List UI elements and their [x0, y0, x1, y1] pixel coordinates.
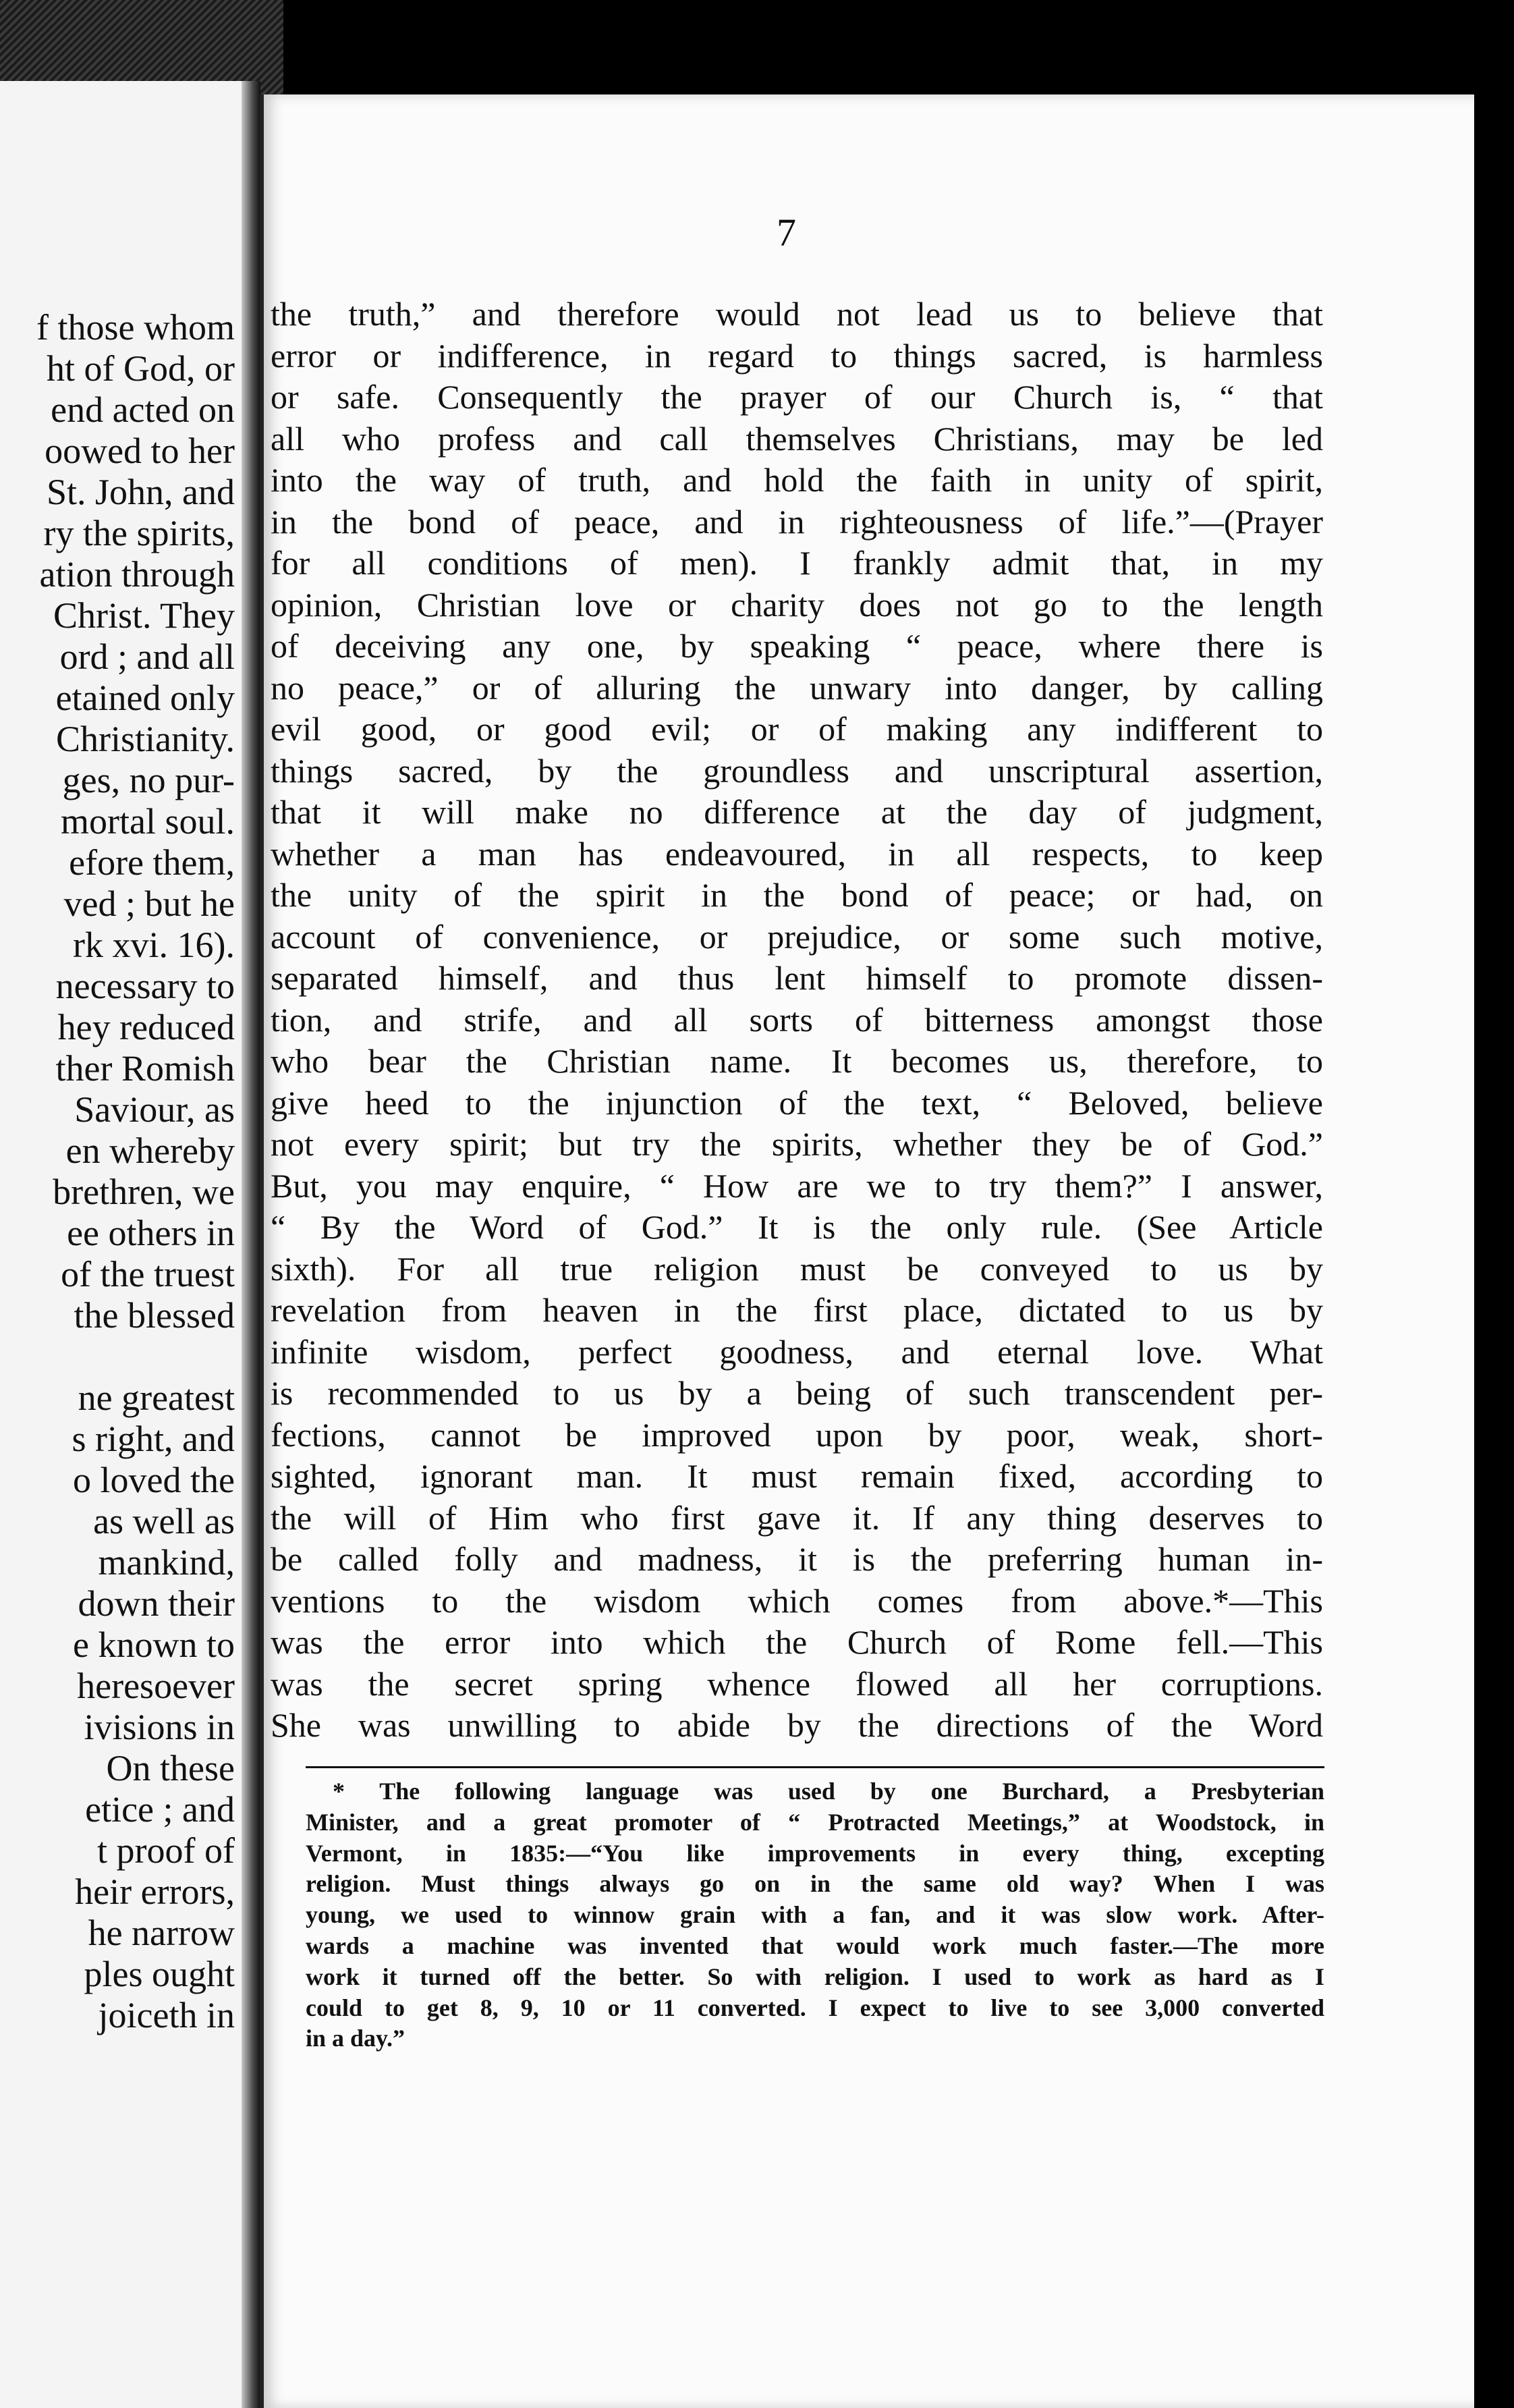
body-line: was the secret spring whence flowed all her corruptions. — [271, 1664, 1323, 1703]
left-page-line: ord ; and all — [59, 636, 235, 677]
body-text — [271, 294, 1323, 1747]
page-number: 7 — [777, 211, 796, 254]
book-page — [260, 94, 1478, 2408]
body-line: of deceiving any one, by speaking “ peace, where there is — [271, 627, 1323, 665]
left-page-line: as well as — [93, 1501, 235, 1541]
body-line: revelation from heaven in the first place, dictated to us by — [271, 1291, 1323, 1329]
body-line: “ By the Word of God.” It is the only rule. (See Article — [271, 1208, 1323, 1246]
body-line: sighted, ignorant man. It must remain fixed, according to — [271, 1457, 1323, 1495]
body-line: the will of Him who first gave it. If any thing deserves to — [271, 1498, 1323, 1537]
body-line: separated himself, and thus lent himself to promote dissen- — [271, 959, 1323, 997]
previous-page-fragment — [0, 81, 250, 2408]
left-page-line: ges, no pur- — [62, 760, 235, 800]
body-line: all who profess and call themselves Christians, may be led — [271, 419, 1323, 458]
left-page-line: o loved the — [73, 1460, 235, 1500]
left-page-line: St. John, and — [46, 472, 235, 512]
body-line: that it will make no difference at the day of judgment, — [271, 793, 1323, 831]
footnote-line: could to get 8, 9, 10 or 11 converted. I expect to live to see 3,000 converted — [306, 1994, 1324, 2021]
left-page-line: mankind, — [98, 1542, 235, 1583]
left-page-line: oowed to her — [45, 431, 235, 471]
left-page-line: en whereby — [65, 1130, 235, 1171]
body-line: evil good, or good evil; or of making any indifferent to — [271, 710, 1323, 748]
left-page-line: the blessed — [74, 1295, 235, 1336]
body-line: whether a man has endeavoured, in all respects, to keep — [271, 834, 1323, 873]
left-page-line: etice ; and — [85, 1789, 235, 1830]
body-line: ventions to the wisdom which comes from above.*—This — [271, 1581, 1323, 1620]
left-page-line: heresoever — [77, 1666, 235, 1706]
body-line: not every spirit; but try the spirits, whether they be of God.” — [271, 1125, 1323, 1163]
body-line: infinite wisdom, perfect goodness, and eternal love. What — [271, 1332, 1323, 1371]
body-line: the truth,” and therefore would not lead us to believe that — [271, 295, 1323, 333]
left-page-line: ry the spirits, — [43, 513, 235, 553]
left-page-line: s right, and — [72, 1419, 235, 1459]
left-page-line: Saviour, as — [74, 1089, 235, 1130]
body-line: error or indifference, in regard to things sacred, is harmless — [271, 336, 1323, 375]
footnote-line: Vermont, in 1835:—“You like improvements in every thing, excepting — [306, 1839, 1324, 1867]
body-line: give heed to the injunction of the text, “ Beloved, believe — [271, 1083, 1323, 1122]
body-line: into the way of truth, and hold the faith in unity of spirit, — [271, 461, 1323, 499]
body-line: is recommended to us by a being of such transcendent per- — [271, 1374, 1323, 1412]
left-page-line: down their — [78, 1583, 235, 1624]
left-page-line: ther Romish — [55, 1048, 235, 1089]
footnote — [306, 1776, 1324, 2054]
left-page-line: brethren, we — [53, 1172, 235, 1212]
body-line: be called folly and madness, it is the preferring human in- — [271, 1540, 1323, 1578]
body-line: was the error into which the Church of Rome fell.—This — [271, 1623, 1323, 1661]
body-line: opinion, Christian love or charity does not go to the length — [271, 585, 1323, 624]
left-page-line: ee others in — [67, 1213, 235, 1253]
left-page-line: e known to — [73, 1624, 235, 1665]
left-page-line: he narrow — [88, 1913, 235, 1953]
left-page-line: mortal soul. — [61, 801, 235, 842]
left-page-line: f those whom — [36, 307, 235, 348]
body-line: sixth). For all true religion must be conveyed to us by — [271, 1249, 1323, 1288]
footnote-line: religion. Must things always go on in the same old way? When I was — [306, 1870, 1324, 1898]
body-line: for all conditions of men). I frankly admit that, in my — [271, 544, 1323, 582]
body-line: no peace,” or of alluring the unwary into danger, by calling — [271, 668, 1323, 707]
left-page-line: ved ; but he — [63, 883, 235, 924]
body-line: or safe. Consequently the prayer of our Church is, “ that — [271, 378, 1323, 416]
footnote-line: work it turned off the better. So with religion. I used to work as hard as I — [306, 1963, 1324, 1990]
left-page-line: ne greatest — [78, 1377, 235, 1418]
body-line: the unity of the spirit in the bond of peace; or had, on — [271, 876, 1323, 914]
left-page-line: t proof of — [97, 1830, 235, 1871]
left-page-line: ation through — [39, 554, 235, 595]
footnote-line: Minister, and a great promoter of “ Protracted Meetings,” at Woodstock, in — [306, 1808, 1324, 1836]
book-gutter — [242, 81, 260, 2408]
body-line: She was unwilling to abide by the directions of the Word — [271, 1706, 1323, 1744]
left-page-line: joiceth in — [98, 1995, 235, 2035]
body-line: account of convenience, or prejudice, or some such motive, — [271, 917, 1323, 956]
left-page-line: hey reduced — [57, 1007, 235, 1047]
right-margin-edge — [1474, 94, 1514, 2408]
footnote-line: wards a machine was invented that would work much faster.—The more — [306, 1932, 1324, 1959]
footnote-line: in a day.” — [306, 2025, 405, 2052]
left-page-line: heir errors, — [75, 1871, 235, 1912]
body-line: things sacred, by the groundless and unscriptural assertion, — [271, 751, 1323, 790]
left-page-line: ht of God, or — [47, 348, 235, 389]
left-page-line: etained only — [55, 678, 235, 718]
left-page-line: ples ought — [84, 1954, 235, 1994]
footnote-rule — [306, 1766, 1324, 1768]
body-line: in the bond of peace, and in righteousness of life.”—(Prayer — [271, 502, 1323, 541]
body-line: fections, cannot be improved upon by poor, weak, short- — [271, 1415, 1323, 1454]
left-page-line: end acted on — [51, 389, 235, 430]
footnote-line: young, we used to winnow grain with a fan, and it was slow work. After- — [306, 1901, 1324, 1929]
body-line: tion, and strife, and all sorts of bitterness amongst those — [271, 1000, 1323, 1039]
left-page-line: Christ. They — [53, 595, 235, 636]
left-page-line: of the truest — [61, 1254, 235, 1294]
left-page-line: efore them, — [69, 842, 235, 883]
body-line: who bear the Christian name. It becomes us, therefore, to — [271, 1042, 1323, 1080]
left-page-line: ivisions in — [84, 1707, 235, 1747]
footnote-line: * The following language was used by one Burchard, a Presbyterian — [333, 1778, 1324, 1805]
left-page-line: rk xvi. 16). — [73, 925, 235, 965]
left-page-line: necessary to — [55, 966, 235, 1006]
body-line: But, you may enquire, “ How are we to try them?” I answer, — [271, 1166, 1323, 1205]
left-page-line: Christianity. — [56, 719, 235, 759]
left-page-line: On these — [106, 1748, 235, 1788]
